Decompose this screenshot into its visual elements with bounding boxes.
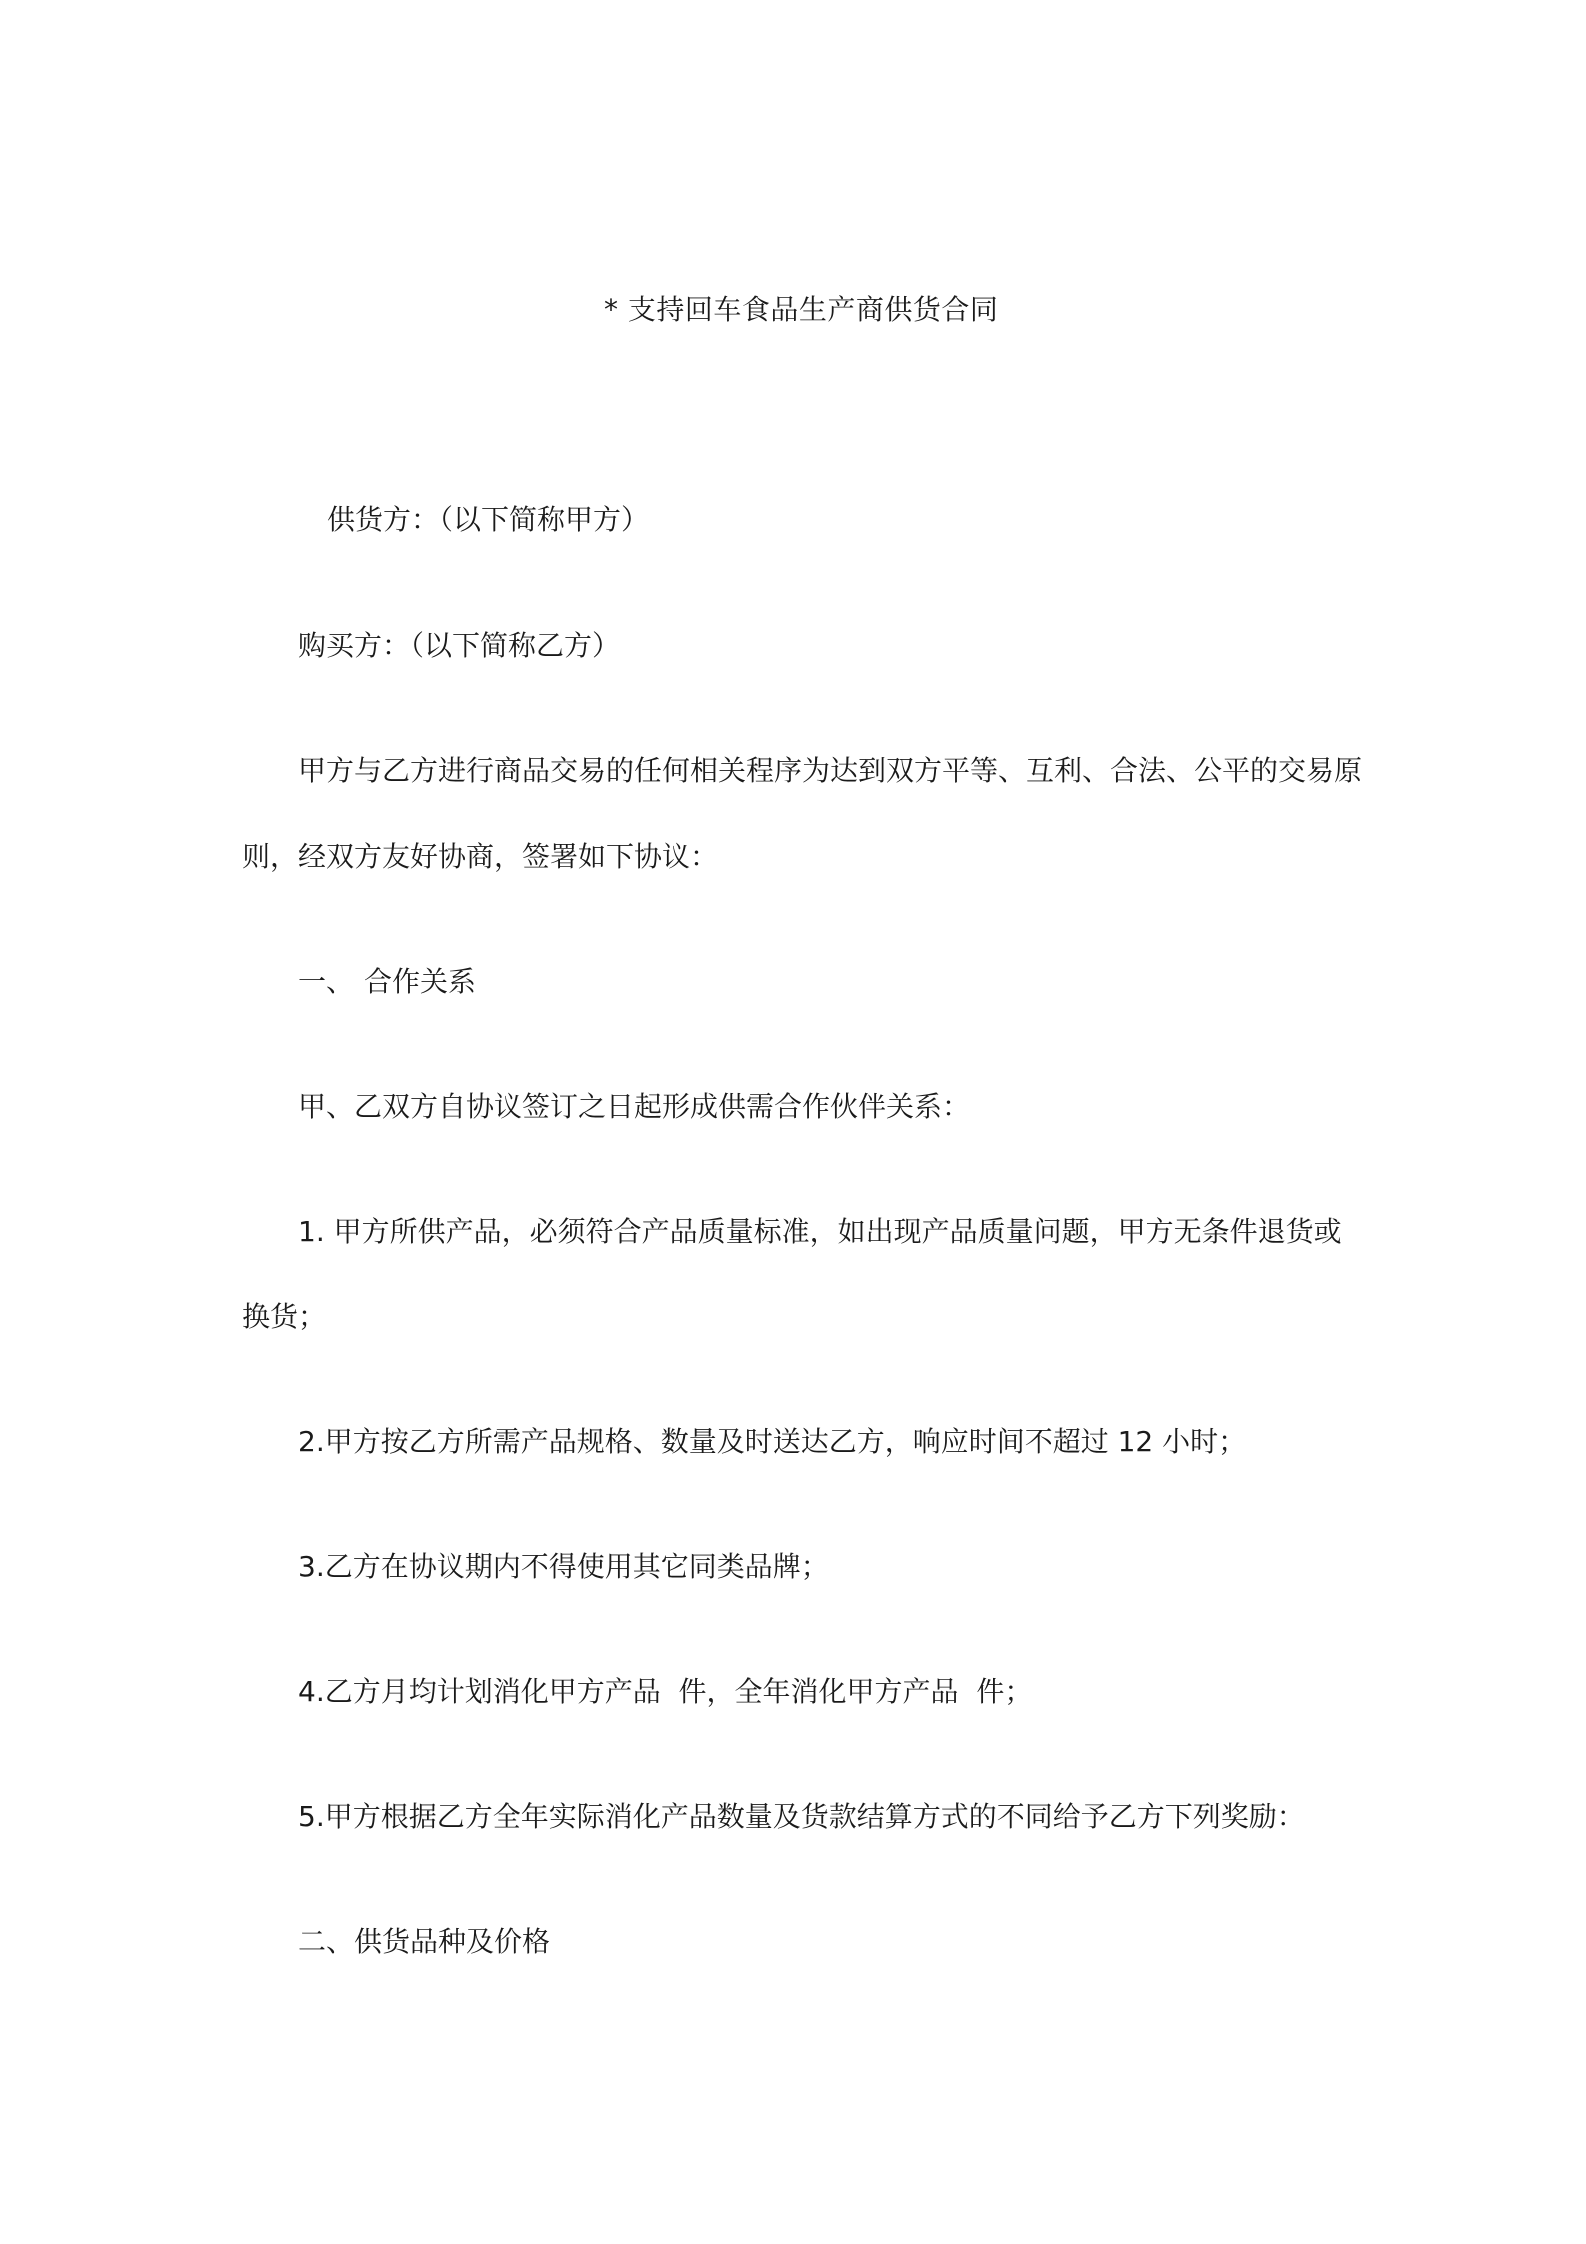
buyer-line: 购买方：（以下简称乙方） — [298, 629, 621, 662]
supplier-line: 供货方：（以下简称甲方） — [327, 503, 650, 536]
clause-2: 2.甲方按乙方所需产品规格、数量及时送达乙方，响应时间不超过 12 小时； — [298, 1425, 1247, 1458]
intro-paragraph-line-2: 则，经双方友好协商，签署如下协议： — [242, 840, 719, 873]
clause-4: 4.乙方月均计划消化甲方产品 件，全年消化甲方产品 件； — [298, 1675, 1033, 1708]
relationship-text: 甲、乙双方自协议签订之日起形成供需合作伙伴关系： — [298, 1090, 971, 1123]
clause-1-line-1: 1. 甲方所供产品，必须符合产品质量标准，如出现产品质量问题，甲方无条件退货或 — [298, 1215, 1342, 1248]
section-2-heading: 二、供货品种及价格 — [298, 1925, 551, 1958]
document-title: * 支持回车食品生产商供货合同 — [604, 293, 999, 326]
section-1-number: 一、 — [298, 965, 355, 998]
section-1-heading: 合作关系 — [364, 965, 477, 998]
clause-1-line-2: 换货； — [242, 1300, 327, 1333]
intro-paragraph-line-1: 甲方与乙方进行商品交易的任何相关程序为达到双方平等、互利、合法、公平的交易原 — [298, 754, 1363, 787]
clause-5: 5.甲方根据乙方全年实际消化产品数量及货款结算方式的不同给予乙方下列奖励： — [298, 1800, 1305, 1833]
clause-3: 3.乙方在协议期内不得使用其它同类品牌； — [298, 1550, 829, 1583]
